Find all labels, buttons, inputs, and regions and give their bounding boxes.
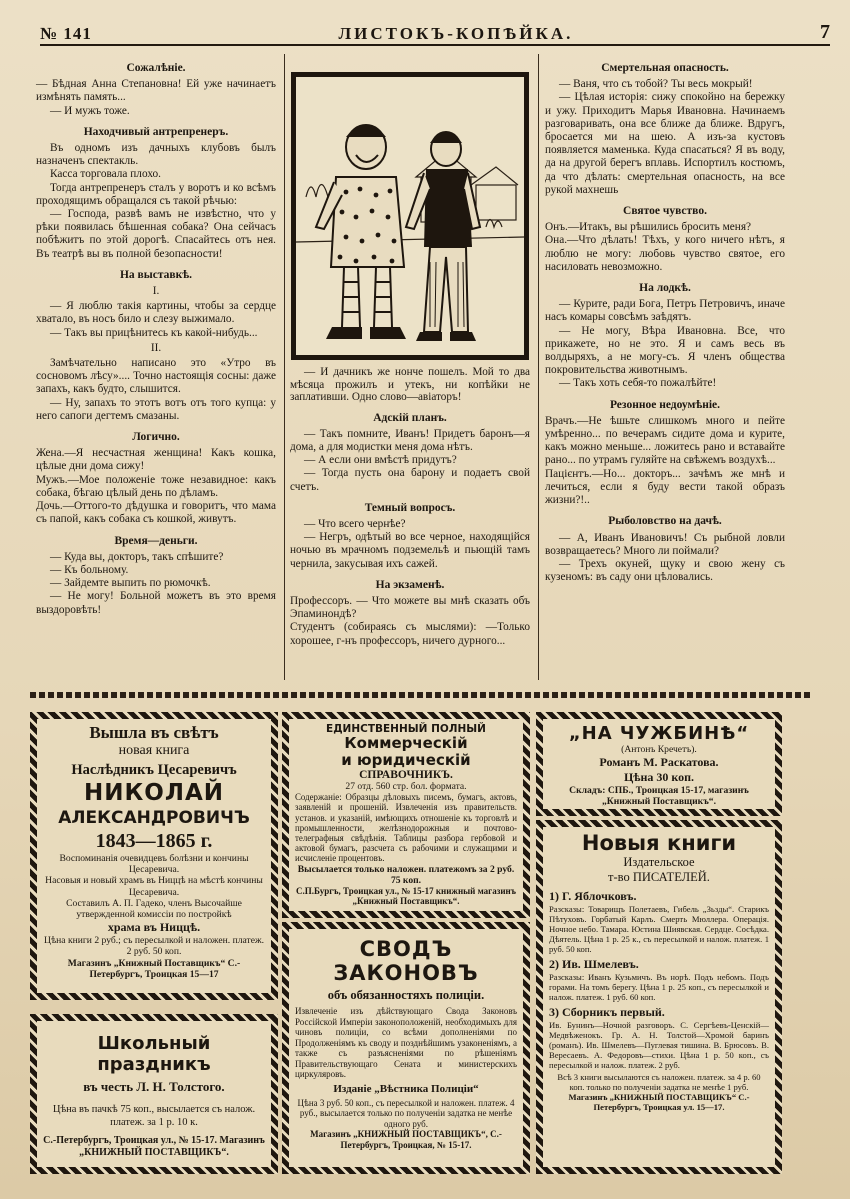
- page-number: 7: [819, 21, 830, 43]
- story-line: — Цѣлая исторія: сижу спокойно на бережку и ужу. Приходитъ Марья Ивановна. Начинаемъ разговаривать, она все ближе да ближе. Вдругъ, бросается ми на шею. А изъ-за кустовъ появляется маменька. Куда спасаться? Я въ воду, да на другой берегъ вплавь. Испортилъ костюмъ, да что дѣлать: смертельная опасность, на все рукой махнешь: [545, 91, 785, 196]
- ad-text: Содержаніе: Образцы дѣловыхъ писемъ, бумагъ, актовъ, заявленій и прошеній. Извлеченія изъ правительств. установ. и указаній, имѣющихъ отношеніе къ торговлѣ и промышленности, желѣзнодорожныя и почтово-телеграфныя свѣдѣнія. Таблицы разбора гербовой и актовой бумагъ, разсчета съ рабочими и служащими и исчисленіе процентовъ.: [295, 792, 517, 864]
- ad-subhead: СПРАВОЧНИКЪ.: [359, 769, 453, 781]
- story-line: — Такъ хоть себя-то пожалѣйте!: [559, 377, 717, 390]
- ad-text: Извлеченіе изъ дѣйствующаго Свода Законовъ Россійской Имперіи законоположеній, необходимыхъ для чиновъ полиціи, со всѣми дополненіями по Продолженіямъ къ своду и позднѣйшимъ узаконеніямъ, а также съ разъясненіями по рѣшеніямъ Правительствующаго Сената и министерскихъ циркуляровъ.: [295, 1006, 517, 1079]
- ad-price: Высылается только наложен. платежомъ за 2 руб. 75 коп.: [297, 863, 515, 886]
- ad-name: НИКОЛАЙ: [83, 780, 224, 806]
- story-title: Время—деньги.: [114, 534, 198, 547]
- part-number: II.: [150, 341, 162, 354]
- ad-headline: Школьный праздникъ: [97, 1033, 211, 1075]
- ad-shop: Магазинъ „КНИЖНЫЙ ПОСТАВЩИКЪ“, С.-Петербургъ, Троицкая, № 15-17.: [310, 1129, 502, 1150]
- ad-subhead: въ честь Л. Н. Толстого.: [83, 1079, 225, 1094]
- story-title: Адскій планъ.: [373, 411, 447, 424]
- ad-headline: Новыя книги: [581, 831, 737, 855]
- story-line: — Зайдемте выпить по рюмочкѣ.: [50, 577, 211, 590]
- story-title: Святое чувство.: [623, 205, 707, 218]
- story-line: Въ одномъ изъ дачныхъ клубовъ былъ назначенъ спектакль.: [36, 142, 276, 168]
- story-line: — Бѣдная Анна Степановна! Ей уже начинаетъ измѣнять память...: [36, 78, 276, 104]
- story-line: — Ваня, что съ тобой? Ты весь мокрый!: [559, 78, 753, 91]
- column-rule: [284, 54, 285, 680]
- story-line: Касса торговала плохо.: [50, 168, 162, 181]
- ad-text: 27 отд. 560 стр. бол. формата.: [345, 781, 467, 792]
- ad-headline: Коммерческій: [344, 734, 468, 752]
- ad-name: АЛЕКСАНДРОВИЧЪ: [58, 808, 250, 828]
- ad-school-holiday: [30, 1014, 278, 1174]
- story-title: Находчивый антрепренеръ.: [83, 125, 229, 138]
- ad-book-desc: Ив. Бунинъ—Ночной разговоръ. С. Сергѣевъ-Ценскій—Медвѣженокъ. Гр. А. Н. Толстой—Хромой баринъ (романъ). Ив. Шмелевъ—Пуглевая тишина. В. Брюсовъ. В. Вересаевъ. А. Федоровъ—стихи. Цѣна 1 р. 50 коп., съ пересылкой и налож. платеж. 2 руб.: [549, 1020, 769, 1070]
- story-line: — Не могу, Вѣра Ивановна. Все, что прикажете, но не это. Я и самъ весь въ волдыряхъ, а не могу-съ. Я членъ общества покровительства животнымъ.: [545, 324, 785, 377]
- ad-book-desc: Разсказы: Иванъ Кузьмичъ. Въ норѣ. Подъ небомъ. Подъ горами. На томъ берегу. Цѣна 1 р. 25 коп., съ пересылкой и налож. платеж. 1 руб. 60 коп.: [549, 972, 769, 1002]
- ad-svod-zakonov: [282, 922, 530, 1174]
- ad-price: Цѣна въ пачкѣ 75 коп., высылается съ налож. платеж. за 1 р. 10 к.: [52, 1104, 256, 1128]
- story-line: — Такъ помните, Иванъ! Придетъ баронъ—я дома, а для модистки меня дома нѣтъ.: [290, 427, 530, 453]
- story-line: Замѣчательно написано это «Утро въ сосновомъ лѣсу».... Точно настоящія сосны: даже запахъ, какъ будто, слышится.: [36, 357, 276, 396]
- ad-subhead: новая книга: [118, 743, 190, 758]
- ad-years: 1843—1865 г.: [95, 830, 213, 852]
- ad-author: Романъ М. Раскатова.: [599, 755, 719, 770]
- ad-headline: „НА ЧУЖБИНѢ“: [568, 723, 750, 744]
- ad-book-author: 2) Ив. Шмелевъ.: [549, 957, 639, 971]
- story-line: — Я люблю такія картины, чтобы за сердце хватало, въ носъ било и слезу выжимало.: [36, 300, 276, 326]
- ad-headline: Вышла въ свѣтъ: [89, 723, 219, 742]
- story-line: — Негръ, одѣтый во все черное, находящійся ночью въ мрачномъ подземельѣ и пьющій тамъ чернила, закусывая ихъ сажей.: [290, 531, 530, 570]
- column-3: [545, 60, 785, 584]
- story-line: Она.—Что дѣлать! Тѣхъ, у кого ничего нѣтъ, я люблю не могу: любовь чувство святое, его насиловать невозможно.: [545, 234, 785, 273]
- ad-na-chuzhbine: [536, 712, 782, 816]
- story-line: Мужъ.—Мое положеніе тоже незавидное: какъ собака, бѣгаю цѣлый день по дѣламъ.: [36, 473, 276, 499]
- ad-price: Цѣна 30 коп.: [623, 770, 695, 785]
- ad-book-nikolai: [30, 712, 278, 1000]
- story-title: На лодкѣ.: [639, 282, 691, 295]
- ad-headline: СВОДЪ ЗАКОНОВЪ: [333, 937, 479, 985]
- story-line: Пацієнтъ.—Но... докторъ... зачѣмъ же мнѣ и лечиться, если я буду вести такой образъ жизни?!..: [545, 467, 785, 507]
- story-line: — Трехъ окуней, щуку и свою жену съ кузеномъ: въ саду они цѣловались.: [545, 557, 785, 584]
- story-line: Врачъ.—Не ѣшьте слишкомъ много и пейте умѣренно... по вечерамъ сидите дома и курите, какъ можно меньше... ложитесь рано и вставайте рано... по утрамъ гуляйте на свѣжемъ воздухѣ...: [545, 414, 785, 467]
- ad-publisher: Изданіе „Вѣстника Полиціи“: [333, 1082, 479, 1095]
- story-line: Профессоръ. — Что можете вы мнѣ сказать объ Эпаминондѣ?: [290, 594, 530, 621]
- story-line: Дочь.—Оттого-то дѣдушка и говоритъ, что мама съ папой, какъ собака съ кошкой, живутъ.: [36, 500, 276, 526]
- ad-shop: Складъ: СПБ., Троицкая 15-17, магазинъ „Книжный Поставщикъ“.: [569, 785, 749, 808]
- story-line: — Ну, запахъ то этотъ вотъ отъ того купца: у него сапоги дегтемъ смазаны.: [36, 396, 276, 422]
- ad-price: Цѣна книги 2 руб.; съ пересылкой и наложен. платеж. 2 руб. 50 коп.: [44, 935, 264, 958]
- story-line: — Куда вы, докторъ, такъ спѣшите?: [50, 550, 224, 563]
- story-line: — Не могу! Больной можетъ въ это время выздоровѣть!: [36, 590, 276, 616]
- column-2: [290, 62, 530, 648]
- ad-text: Воспоминанія очевидцевъ болѣзни и кончины Цесаревича.: [59, 853, 249, 876]
- ad-book-title: Наслѣдникъ Цесаревичъ: [71, 762, 237, 778]
- issue-number: № 141: [40, 24, 92, 43]
- story-title: Резонное недоумѣніе.: [609, 398, 721, 411]
- story-line: — А если они вмѣстѣ придутъ?: [304, 454, 457, 467]
- cartoon-illustration: [291, 72, 529, 360]
- ad-price: Цѣна 3 руб. 50 коп., съ пересылкой и наложен. платеж. 4 руб., высылается только по полученіи задатка не менѣе одного руб.: [297, 1097, 515, 1129]
- ad-shop: С.П.Бургъ, Троицкая ул., № 15-17 книжный магазинъ „Книжный Поставщикъ“.: [295, 886, 516, 907]
- part-number: I.: [152, 285, 160, 298]
- ad-book-author: 3) Сборникъ первый.: [549, 1005, 665, 1019]
- story-title: Рыболовство на дачѣ.: [608, 515, 722, 528]
- ad-text: Насовыя и новый храмъ въ Ниццѣ на мѣстѣ кончины Цесаревича.: [45, 875, 263, 898]
- ad-book-author: 1) Г. Яблочковъ.: [549, 889, 637, 903]
- ad-text: ЕДИНСТВЕННЫЙ ПОЛНЫЙ: [326, 723, 486, 735]
- ad-handbook: [282, 712, 530, 918]
- story-line: — Что всего чернѣе?: [304, 517, 406, 530]
- story-title: Темный вопросъ.: [364, 501, 456, 514]
- column-rule: [538, 54, 539, 680]
- ad-subhead: объ обязанностяхъ полиціи.: [327, 988, 485, 1002]
- story-line: — Господа, развѣ вамъ не извѣстно, что у рѣки появилась бѣшенная собака? Она сейчасъ побѣжитъ по этой дорогѣ. Спасайтесь отъ нея. Въ театрѣ вы въ полной безопасности!: [36, 208, 276, 260]
- ad-book-desc: Разсказы: Товарищъ Полетаевъ, Гибель „Зьзды“. Старикъ Пѣтуховъ. Горбатый Карлъ. Смерть Мюллера. Операція. Ночное небо. Тамара. Юстина Шиявская. Сердце. Сосѣдка. Дѣятель. Цѣна 1 р. 25 к., съ пересылкой и налож. платеж. 1 руб. 50 коп.: [549, 904, 769, 954]
- story-line: — А, Иванъ Ивановичъ! Съ рыбной ловли возвращаетесь? Много ли поймали?: [545, 531, 785, 557]
- story-line: — Тогда пусть она барону и подаетъ свой счетъ.: [290, 467, 530, 493]
- ad-subhead: т-во ПИСАТЕЛЕЙ.: [608, 870, 710, 884]
- masthead-title: ЛИСТОКЪ-КОПѢЙКА.: [338, 24, 574, 43]
- story-line: Тогда антрепренеръ сталъ у воротъ и ко всѣмъ проходящимъ обращался съ такой рѣчью:: [36, 181, 276, 207]
- story-line: — Курите, ради Бога, Петръ Петровичъ, иначе насъ комары совсѣмъ заѣдятъ.: [545, 298, 785, 324]
- story-title: Смертельная опасность.: [601, 62, 729, 74]
- ad-subhead: Издательское: [623, 855, 695, 869]
- cartoon-drawing: [296, 77, 524, 355]
- ad-text: (Антонъ Кречетъ).: [621, 744, 697, 755]
- story-title: На выставкѣ.: [119, 268, 192, 281]
- story-line: Студентъ (собираясь съ мыслями): —Только хорошее, г-нъ профессоръ, ничего дурного...: [290, 621, 530, 647]
- ad-headline: и юридическій: [341, 751, 471, 769]
- ad-shop: Магазинъ „Книжный Поставщикъ“ С.-Петербургъ, Троицкая 15—17: [67, 957, 241, 980]
- story-title: Сожалѣніе.: [126, 62, 186, 74]
- ad-shop: С.-Петербургъ, Троицкая ул., № 15-17. Магазинъ „КНИЖНЫЙ ПОСТАВЩИКЪ“.: [43, 1135, 265, 1158]
- ad-shop: Магазинъ „КНИЖНЫЙ ПОСТАВЩИКЪ“ С.-Петербургъ, Троицкая ул. 15—17.: [568, 1092, 750, 1112]
- cartoon-caption: — И дачникъ же нонче пошелъ. Мой то два мѣсяца прожилъ и утекъ, ни копѣйки не заплативши. Одно слово—авіаторъ!: [290, 366, 530, 403]
- page-header: [40, 18, 830, 46]
- story-line: — Такъ вы прицѣнитесь къ какой-нибудь...: [50, 326, 258, 339]
- ad-price: Всѣ 3 книги высылаются съ наложен. платеж. за 4 р. 60 коп. только по полученіи задатка не менѣе 1 руб.: [557, 1072, 761, 1092]
- story-line: — И мужъ тоже.: [50, 104, 130, 117]
- story-line: Жена.—Я несчастная женщина! Какъ кошка, цѣлые дни дома сижу!: [36, 447, 276, 473]
- column-1: [36, 60, 276, 617]
- story-title: На экзаменѣ.: [375, 578, 445, 591]
- ad-new-books: [536, 820, 782, 1174]
- story-line: — Къ больному.: [50, 563, 129, 576]
- story-line: Онъ.—Итакъ, вы рѣшились бросить меня?: [545, 221, 752, 234]
- section-divider: [30, 692, 812, 698]
- ad-text: храма въ Ниццѣ.: [107, 920, 201, 935]
- story-title: Логично.: [132, 431, 180, 444]
- ad-text: Составилъ А. П. Гадеко, членъ Высочайше утвержденной комиссіи по постройкѣ: [66, 897, 242, 921]
